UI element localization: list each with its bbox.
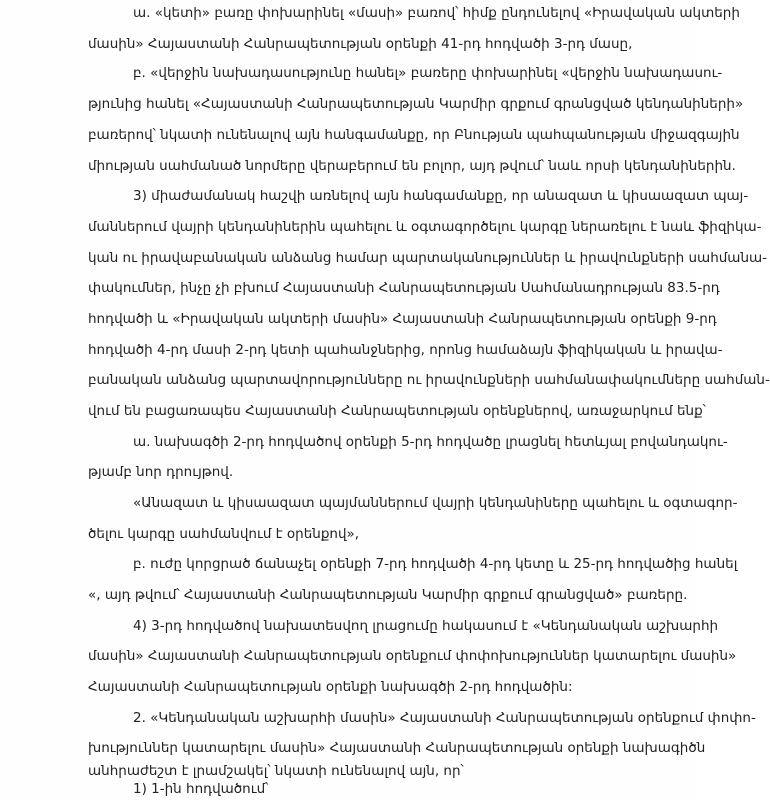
text-line: բանական անձանց պարտավորությունները ու իրավունքների սահմանափակումները սահման- — [88, 372, 770, 388]
text-line: Հայաստանի Հանրապետության օրենքի նախագծի 2-րդ հոդվածին: — [88, 679, 573, 695]
text-line: մասին» Հայաստանի Հանրապետության օրենքում փոփոխություններ կատարելու մասին» — [88, 648, 737, 664]
text-line: խություններ կատարելու մասին» Հայաստանի Հանրապետության օրենքի նախագիծն — [88, 740, 706, 756]
text-line: 2. «Կենդանական աշխարհի մասին» Հայաստանի Հանրապետության օրենքում փոփո- — [133, 710, 756, 726]
text-line: ծելու կարգը սահմանվում է օրենքով», — [88, 526, 360, 542]
text-line: թյունից հանել «Հայաստանի Հանրապետության Կարմիր գրքում գրանցված կենդանիների» — [88, 96, 744, 112]
text-line: 3) միաժամանակ հաշվի առնելով այն հանգամանքը, որ անազատ և կիսաազատ պայ- — [133, 188, 749, 204]
text-line: հոդվածի 4-րդ մասի 2-րդ կետի պահանջներից, որոնց համաձայն ֆիզիկական և իրավա- — [88, 342, 723, 358]
text-line: «Անազատ և կիսաազատ պայմաններում վայրի կենդանիները պահելու և օգտագոր- — [133, 495, 738, 511]
text-line: բ. «վերջին նախադասությունը հանել» բառերը փոխարինել «վերջին նախադասու- — [133, 65, 723, 81]
text-line: թյամբ նոր դրույթով. — [88, 464, 234, 480]
text-line: անհրաժեշտ է լրամշակել՝ նկատի ունենալով այն, որ՝ — [88, 763, 464, 779]
text-line: կան ու իրավաբանական անձանց համար պարտականություններ և իրավունքների սահմանա- — [88, 250, 768, 266]
text-line: ա. «կետի» բառը փոխարինել «մասի» բառով՝ հիմք ընդունելով «Իրավական ակտերի — [133, 5, 740, 21]
text-line: ա. նախագծի 2-րդ հոդվածով օրենքի 5-րդ հոդվածը լրացնել հետևյալ բովանդակու- — [133, 434, 728, 450]
text-line: «, այդ թվում՝ Հայաստանի Հանրապետության Կարմիր գրքում գրանցված» բառերը. — [88, 587, 688, 603]
text-line: հոդվածի և «Իրավական ակտերի մասին» Հայաստանի Հանրապետության օրենքի 9-րդ — [88, 311, 717, 327]
text-line: 1) 1-ին հոդվածում՝ — [133, 781, 269, 797]
text-line: փակումներ, ինչը չի բխում Հայաստանի Հանրապետության Սահմանադրության 83.5-րդ — [88, 280, 720, 296]
text-line: բ. ուժը կորցրած ճանաչել օրենքի 7-րդ հոդվածի 4-րդ կետը և 25-րդ հոդվածից հանել — [133, 556, 738, 572]
text-line: մաններում վայրի կենդանիներին պահելու և օգտագործելու կարգը ներառելու է նաև ֆիզիկա- — [88, 219, 762, 235]
text-line: 4) 3-րդ հոդվածով նախատեսվող լրացումը հակասում է «Կենդանական աշխարհի — [133, 618, 719, 634]
text-line: մասին» Հայաստանի Հանրապետության օրենքի 41-րդ հոդվածի 3-րդ մասը, — [88, 36, 633, 52]
text-line: վում են բացառապես Հայաստանի Հանրապետության օրենքներով, առաջարկում ենք՝ — [88, 403, 706, 419]
text-line: բառերով՝ նկատի ունենալով այն հանգամանքը, որ Բնության պահպանության միջազգային — [88, 127, 740, 143]
text-line: միության սահմանած նորմերը վերաբերում են բոլոր, այդ թվում՝ նաև որսի կենդանիներին. — [88, 158, 736, 174]
